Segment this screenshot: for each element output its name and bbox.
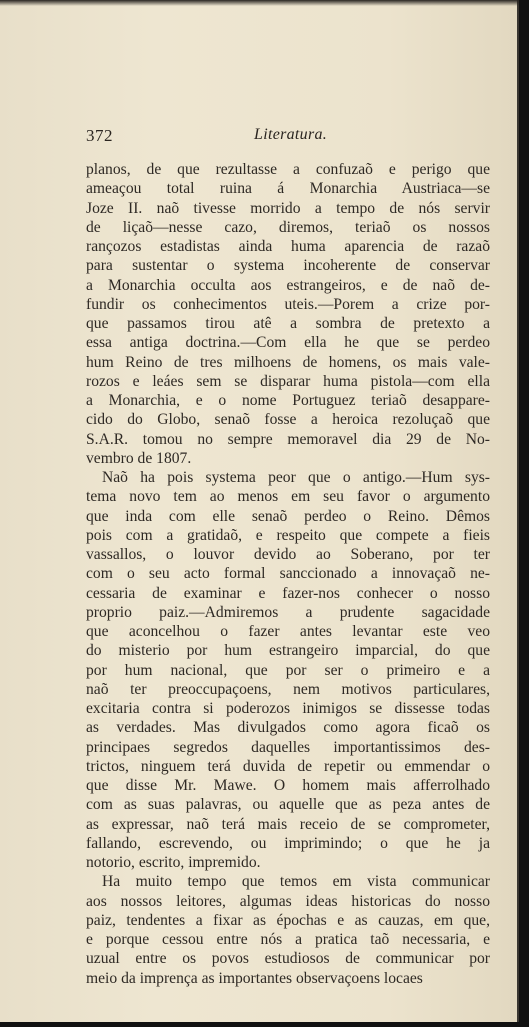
text-line: para sustentar o systema incoherente de conservar	[86, 257, 490, 275]
text-line: Naõ ha pois systema peor que o antigo.—Hum sys-	[102, 469, 490, 486]
text-line: pois com a gratidaõ, e respeito que compete a fieis	[86, 526, 490, 544]
text-line: Ha muito tempo que temos em vista communicar	[102, 873, 490, 891]
text-line: principaes segredos daquelles importantissimos des-	[86, 738, 490, 756]
body-text	[86, 160, 490, 988]
text-line: S.A.R. tomou no sempre memoravel dia 29 de No-	[86, 430, 490, 448]
text-line: trictos, ninguem terá duvida de repetir ou emmendar o	[86, 757, 490, 775]
text-line: fallando, escrevendo, ou imprimindo; o que he ja	[86, 834, 490, 852]
text-line: naõ ter preoccupaçoens, nem motivos particulares,	[86, 680, 490, 698]
text-line: planos, de que rezultasse a confuzaõ e perigo que	[86, 161, 490, 178]
text-line: uzual entre os povos estudiosos de communicar por	[86, 950, 490, 968]
page-header	[86, 126, 486, 150]
text-line: as verdades. Mas divulgados como agora ficaõ os	[86, 719, 490, 737]
text-line: excitaria contra si poderozos inimigos se dissesse todas	[86, 700, 490, 717]
text-line: essa antiga doctrina.—Com ella he que se perdeo	[86, 334, 490, 352]
text-line: tema novo tem ao menos em seu favor o argumento	[86, 488, 490, 506]
text-line: rançozos estadistas ainda huma aparencia de razaõ	[86, 238, 490, 255]
text-line: e porque cessou entre nós a pratica taõ necessaria, e	[86, 931, 490, 948]
text-line: ameaçou total ruina á Monarchia Austriaca—se	[86, 180, 490, 198]
text-line: vembro de 1807.	[86, 449, 192, 467]
text-line: que aconcelhou o fazer antes levantar este veo	[86, 623, 490, 640]
text-line: hum Reino de tres milhoens de homens, os mais vale-	[86, 353, 490, 371]
text-line: fundir os conhecimentos uteis.—Porem a crize por-	[86, 295, 490, 313]
text-line: com o seu acto formal sanccionado a innovaçaõ ne-	[86, 565, 490, 583]
text-line: rozos e leáes sem se disparar huma pistola—com ella	[86, 372, 490, 390]
text-line: de liçaõ—nesse cazo, diremos, teriaõ os nossos	[86, 218, 490, 236]
text-line: cido do Globo, senaõ fosse a heroica rezoluçaõ que	[86, 411, 490, 429]
running-head: Literatura.	[254, 126, 328, 143]
text-line: as expressar, naõ terá mais receio de se comprometer,	[86, 815, 490, 833]
text-line: a Monarchia occulta aos estrangeiros, e de naõ de-	[86, 276, 490, 294]
text-line: Joze II. naõ tivesse morrido a tempo de nós servir	[86, 199, 490, 217]
page-number: 372	[86, 126, 113, 145]
text-line: aos nossos leitores, algumas ideas historicas do nosso	[86, 892, 490, 910]
page-edge-shadow	[0, 0, 519, 6]
text-line: a Monarchia, e o nome Portuguez teriaõ desappare-	[86, 392, 490, 409]
text-line: notorio, escrito, impremido.	[86, 854, 261, 871]
text-line: do misterio por hum estrangeiro imparcial, do que	[86, 642, 490, 660]
text-line: que disse Mr. Mawe. O homem mais afferrolhado	[86, 777, 490, 794]
text-line: com as suas palavras, ou aquelle que as peza antes de	[86, 796, 490, 814]
text-line: que inda com elle senaõ perdeo o Reino. Dêmos	[86, 507, 490, 525]
text-line: por hum nacional, que por ser o primeiro e a	[86, 661, 490, 679]
text-line: cessaria de examinar e fazer-nos conhecer o nosso	[86, 584, 490, 602]
text-line: vassallos, o louvor devido ao Soberano, por ter	[86, 546, 490, 563]
text-line: proprio paiz.—Admiremos a prudente sagacidade	[86, 603, 490, 621]
text-line: que passamos tirou atê a sombra de pretexto a	[86, 315, 490, 332]
text-line: meio da imprença as importantes observaçoens locaes	[86, 969, 423, 987]
text-line: paiz, tendentes a fixar as épochas e as cauzas, em que,	[86, 911, 490, 929]
